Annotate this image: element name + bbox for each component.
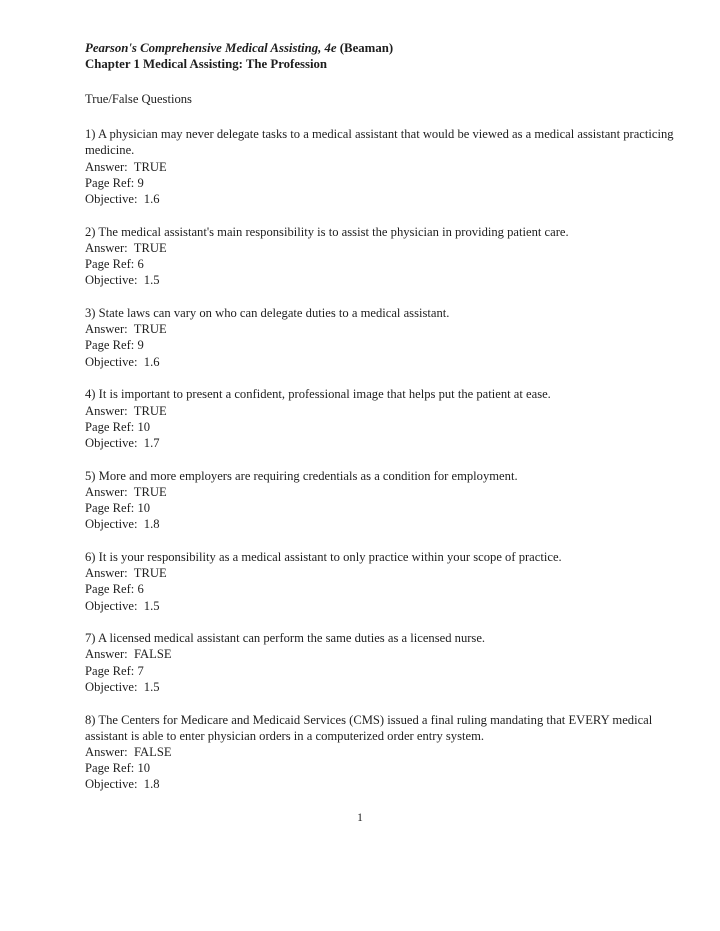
answer-label: Answer:: [85, 647, 128, 662]
answer-label: Answer:: [85, 484, 128, 499]
question-text: 1) A physician may never delegate tasks to a medical assistant that would be viewed as a medical assistant practicing medicine.: [85, 127, 674, 158]
page-ref-label: Page Ref:: [85, 582, 135, 597]
objective-value: 1.5: [143, 598, 160, 613]
page-ref-line: [85, 337, 675, 353]
page-ref-line: [85, 175, 675, 191]
objective-value: 1.6: [143, 354, 160, 369]
answer-value: TRUE: [133, 484, 167, 499]
objective-line: [85, 272, 675, 288]
objective-value: 1.5: [143, 679, 160, 694]
page-ref-value: 6: [137, 257, 144, 272]
answer-label: Answer:: [85, 566, 128, 581]
objective-label: Objective:: [85, 354, 138, 369]
answer-value: TRUE: [133, 240, 167, 255]
answer-value: TRUE: [133, 566, 167, 581]
answer-line: [85, 159, 675, 175]
objective-line: [85, 679, 675, 695]
page-ref-line: [85, 256, 675, 272]
question-item: [85, 549, 675, 614]
page-ref-line: [85, 760, 675, 776]
page-ref-line: [85, 663, 675, 679]
objective-line: [85, 776, 675, 792]
objective-line: [85, 354, 675, 370]
objective-value: 1.8: [143, 517, 160, 532]
objective-label: Objective:: [85, 435, 138, 450]
objective-label: Objective:: [85, 598, 138, 613]
objective-value: 1.7: [143, 435, 160, 450]
objective-line: [85, 598, 675, 614]
answer-value: TRUE: [133, 403, 167, 418]
answer-label: Answer:: [85, 322, 128, 337]
question-list: [85, 126, 675, 792]
objective-label: Objective:: [85, 777, 138, 792]
question-item: [85, 305, 675, 370]
chapter-title-line: [85, 56, 675, 72]
question-text: 7) A licensed medical assistant can perform the same duties as a licensed nurse.: [85, 631, 486, 646]
answer-line: [85, 403, 675, 419]
objective-label: Objective:: [85, 192, 138, 207]
page-ref-label: Page Ref:: [85, 257, 135, 272]
question-text: 6) It is your responsibility as a medical assistant to only practice within your scope of practice.: [85, 549, 562, 564]
objective-value: 1.5: [143, 273, 160, 288]
page-ref-line: [85, 581, 675, 597]
page-ref-label: Page Ref:: [85, 175, 135, 190]
book-title-line: [85, 40, 675, 56]
objective-label: Objective:: [85, 273, 138, 288]
answer-line: [85, 240, 675, 256]
question-text: 5) More and more employers are requiring credentials as a condition for employment.: [85, 468, 518, 483]
page-ref-label: Page Ref:: [85, 419, 135, 434]
page-ref-value: 10: [137, 419, 151, 434]
page-ref-value: 10: [137, 501, 151, 516]
page-number: 1: [357, 812, 363, 824]
question-item: [85, 126, 675, 207]
page-ref-value: 6: [137, 582, 144, 597]
page-ref-value: 10: [137, 761, 151, 776]
answer-value: TRUE: [133, 322, 167, 337]
page-ref-line: [85, 500, 675, 516]
question-text: 8) The Centers for Medicare and Medicaid Services (CMS) issued a final ruling mandating that EVERY medical assistant is able to enter physician orders in a computerized order entry system.: [85, 712, 653, 743]
page-ref-value: 7: [137, 663, 144, 678]
page-ref-line: [85, 419, 675, 435]
question-item: [85, 468, 675, 533]
page-ref-value: 9: [137, 175, 144, 190]
section-label: True/False Questions: [85, 92, 192, 106]
chapter-number: Chapter 1: [85, 57, 140, 71]
objective-value: 1.6: [143, 192, 160, 207]
answer-value: FALSE: [133, 745, 172, 759]
answer-value: TRUE: [133, 159, 167, 174]
question-text: 3) State laws can vary on who can delegate duties to a medical assistant.: [85, 306, 450, 321]
answer-line: [85, 484, 675, 500]
answer-line: [85, 321, 675, 337]
answer-value: FALSE: [133, 647, 172, 662]
objective-line: [85, 435, 675, 451]
answer-label: Answer:: [85, 745, 128, 759]
question-item: [85, 712, 675, 793]
question-item: [85, 386, 675, 451]
objective-label: Objective:: [85, 517, 138, 532]
page-ref-label: Page Ref:: [85, 663, 135, 678]
page-ref-label: Page Ref:: [85, 338, 135, 353]
answer-label: Answer:: [85, 403, 128, 418]
page-ref-label: Page Ref:: [85, 761, 135, 776]
book-title: Pearson's Comprehensive Medical Assisting, 4e: [85, 41, 337, 55]
book-author: (Beaman): [339, 41, 394, 55]
question-item: [85, 224, 675, 289]
objective-value: 1.8: [143, 777, 160, 792]
answer-label: Answer:: [85, 159, 128, 174]
answer-line: [85, 744, 675, 760]
question-text: 2) The medical assistant's main responsibility is to assist the physician in providing patient care.: [85, 224, 569, 239]
objective-line: [85, 516, 675, 532]
page-ref-value: 9: [137, 338, 144, 353]
question-item: [85, 630, 675, 695]
answer-line: [85, 565, 675, 581]
page-ref-label: Page Ref:: [85, 501, 135, 516]
question-text: 4) It is important to present a confident, professional image that helps put the patient at ease.: [85, 387, 551, 402]
objective-label: Objective:: [85, 679, 138, 694]
answer-label: Answer:: [85, 240, 128, 255]
page-content: [85, 40, 675, 793]
objective-line: [85, 191, 675, 207]
chapter-title: Medical Assisting: The Profession: [143, 57, 328, 71]
answer-line: [85, 646, 675, 662]
